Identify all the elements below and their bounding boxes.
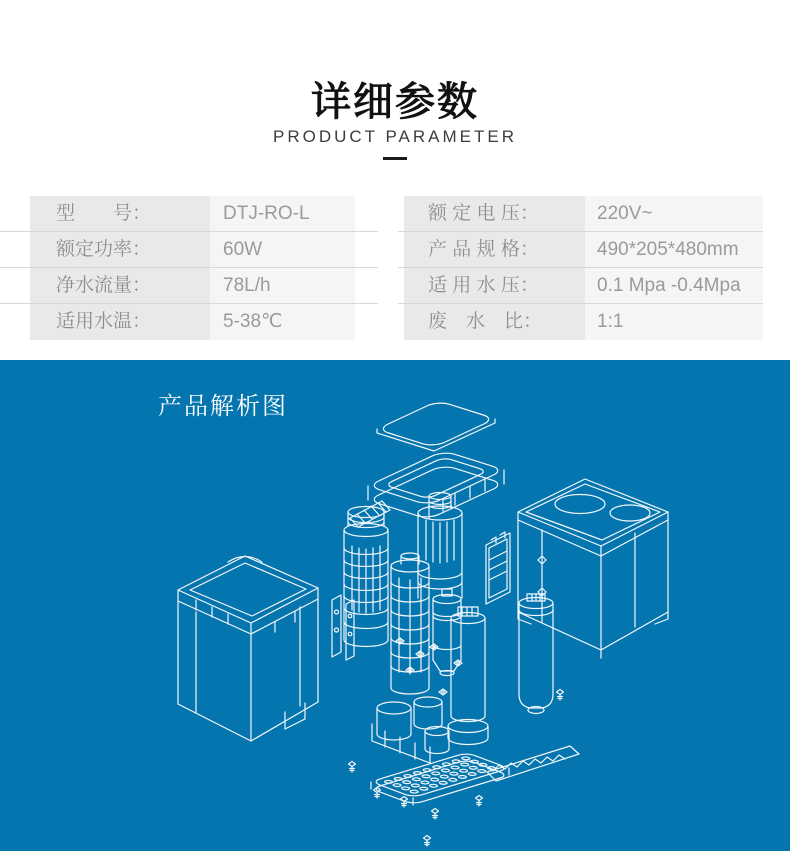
spec-value-flow: 78L/h	[210, 268, 355, 303]
table-row	[0, 232, 378, 268]
spec-label-power: 额定功率：	[30, 232, 210, 267]
part-small-fittings	[349, 638, 564, 846]
part-filter-left	[344, 507, 388, 647]
spec-label-flow: 净水流量：	[30, 268, 210, 303]
part-board	[486, 532, 510, 604]
spec-value-power: 60W	[210, 232, 355, 267]
spec-table-left	[0, 196, 378, 340]
spec-label-water-pressure: 适 用 水 压：	[404, 268, 585, 303]
spec-value-model: DTJ-RO-L	[210, 196, 355, 231]
spec-table	[0, 196, 790, 340]
page-title: 详细参数	[311, 80, 479, 124]
table-row	[0, 304, 378, 340]
part-brackets	[332, 595, 354, 660]
spec-label-waste-ratio: 废 水 比：	[404, 304, 585, 340]
spec-value-water-temp: 5-38℃	[210, 304, 355, 340]
table-row	[0, 196, 378, 232]
table-row	[0, 268, 378, 304]
spec-value-size: 490*205*480mm	[585, 232, 763, 267]
part-filter-right-b	[519, 594, 553, 714]
page-subtitle: PRODUCT PARAMETER	[272, 127, 517, 146]
spec-label-size: 产 品 规 格：	[404, 232, 585, 267]
diagram-section	[0, 360, 790, 851]
table-row	[398, 196, 763, 232]
part-bracket-serrated	[487, 746, 579, 781]
table-row	[398, 268, 763, 304]
diagram-title: 产品解析图	[158, 393, 288, 420]
part-top-frame	[368, 451, 504, 519]
spec-value-water-pressure: 0.1 Mpa -0.4Mpa	[585, 268, 763, 303]
part-center-filter-tall	[418, 493, 462, 599]
exploded-diagram	[0, 360, 790, 851]
spec-value-waste-ratio: 1:1	[585, 304, 763, 340]
table-row	[398, 304, 763, 340]
part-tank	[518, 479, 668, 658]
part-cup-assembly	[372, 697, 449, 763]
title-divider	[383, 157, 407, 160]
spec-label-model: 型 号：	[30, 196, 210, 231]
tray-grid	[383, 756, 497, 793]
spec-label-voltage: 额 定 电 压：	[404, 196, 585, 231]
table-row	[398, 232, 763, 268]
spec-value-voltage: 220V~	[585, 196, 763, 231]
part-base-tray	[371, 753, 509, 805]
part-lid	[377, 401, 495, 451]
part-filter-right-a	[448, 607, 488, 745]
spec-table-right	[398, 196, 763, 340]
spec-label-water-temp: 适用水温：	[30, 304, 210, 340]
part-outer-housing	[178, 556, 318, 741]
